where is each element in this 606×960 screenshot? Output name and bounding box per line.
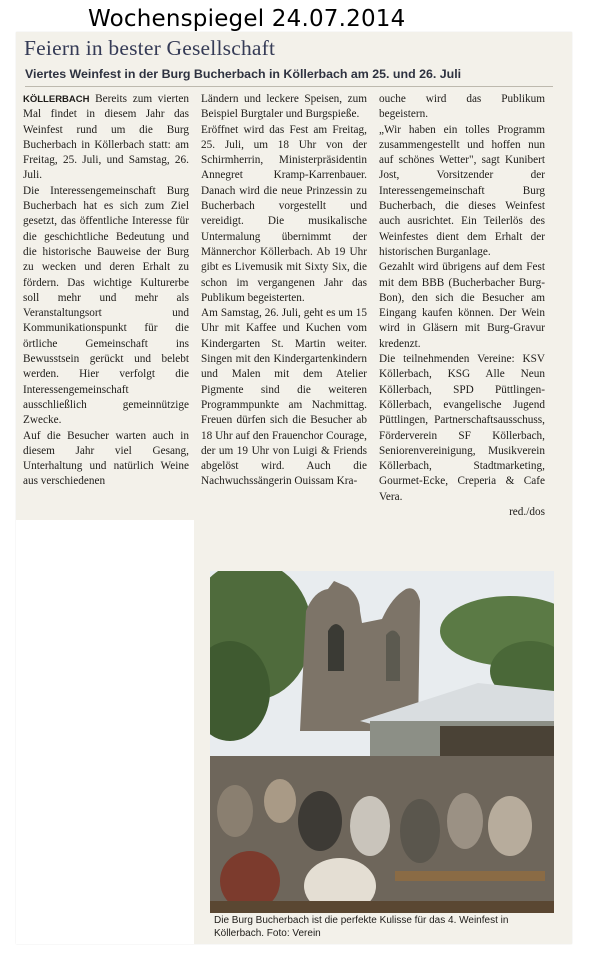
- date-stamp: Wochenspiegel 24.07.2014: [88, 6, 406, 32]
- person: [400, 799, 440, 863]
- divider: [25, 86, 553, 87]
- paragraph: ouche wird das Publikum begeistern.: [379, 93, 545, 121]
- column-2: [201, 92, 367, 490]
- person: [350, 796, 390, 856]
- person: [488, 796, 532, 856]
- person: [217, 785, 253, 837]
- person: [298, 791, 342, 851]
- headline: Feiern in bester Gesellschaft: [24, 36, 276, 60]
- table: [395, 871, 545, 881]
- paragraph: Ländern und leckere Speisen, zum Beispiel Burgtaler und Burgspieße.: [201, 93, 367, 121]
- column-1: [23, 92, 189, 490]
- paragraph: Am Samstag, 26. Juli, geht es um 15 Uhr mit Kaffee und Kuchen vom Kindergarten St. Martin weiter. Singen mit den Kindergartenkindern und Malen mit dem Atelier Pigmente sind die weiteren Programmpunkte am Nachmittag. Freuen dürfen sich die Besucher ab 18 Uhr auf den Frauenchor Courage, der um 19 Uhr von Luigi & Friends abgelöst wird. Auch die Nachwuchssängerin Ouissam Kra-: [201, 307, 367, 488]
- bench: [210, 901, 554, 913]
- paragraph-text: Bereits zum vierten Mal findet in diesem Jahr das Weinfest rund um die Burg Bucherbach in Köllerbach statt: am Freitag, 25. Juli, und Samstag, 26. Juli.: [23, 93, 189, 182]
- person: [264, 779, 296, 823]
- paragraph: Gezahlt wird übrigens auf dem Fest mit dem BBB (Bucherbacher Burg-Bon), den sich die Besucher am Eingang kaufen können. Der Wein wird in Gläsern mit Burg-Gravur kredenzt.: [379, 261, 545, 350]
- blank-area: [16, 520, 194, 944]
- column-3: [379, 92, 545, 520]
- paragraph: Die Interessengemeinschaft Burg Bucherbach hat es sich zum Ziel gesetzt, das öffentliche Interesse für die geschichtliche Bedeutung und die historische Bauweise der Burg zu wecken und deren Erhalt zu fördern. Das wichtige Kulturerbe soll mehr und mehr als Veranstaltungsort und Kommunikationspunkt für die örtliche Gemeinschaft ins Bewusstsein gerückt und belebt werden. Hier verfolgt die Interessengemeinschaft ausschließlich gemeinnützige Zwecke.: [23, 184, 189, 427]
- ruin-window: [328, 624, 344, 671]
- signoff: red./dos: [509, 506, 545, 519]
- dateline: KÖLLERBACH: [23, 94, 90, 105]
- festival-photo: [210, 571, 554, 913]
- paragraph: Die teilnehmenden Vereine: KSV Köllerbach, KSG Alle Neun Köllerbach, SPD Püttlingen-Köllerbach, evangelische Jugend Püttlingen, Partnerschaftsausschuss, Förderverein SF Köllerbach, Seniorenvereinigung, Musikverein Köllerbach, Stadtmarketing, Gourmet-Ecke, Creperia & Cafe Vera.: [379, 353, 545, 503]
- paragraph: „Wir haben ein tolles Programm zusammengestellt und hoffen nun auf schönes Wetter", sagt Kunibert Jost, Vorsitzender der Interessengemeinschaft Burg Bucherbach, die dieses Weinfest auch ausrichtet. Ein Teilerlös des Weinfestes dient dem Erhalt der historischen Burganlage.: [379, 123, 545, 258]
- paragraph: [23, 92, 189, 184]
- paragraph: Auf die Besucher warten auch in diesem Jahr viel Gesang, Unterhaltung und natürlich Weine aus verschiedenen: [23, 429, 189, 488]
- newspaper-clipping: [16, 32, 572, 944]
- person: [447, 793, 483, 849]
- subheadline: Viertes Weinfest in der Burg Bucherbach in Köllerbach am 25. und 26. Juli: [25, 67, 462, 81]
- ruin-window: [386, 630, 400, 681]
- paragraph: Eröffnet wird das Fest am Freitag, 25. Juli, um 18 Uhr von der Schirmherrin, Ministerpräsidentin Annegret Kramp-Karrenbauer. Danach wird die neue Prinzessin zu Bucherbach vorgestellt und vereidigt. Die musikalische Untermalung übernimmt der Männerchor Köllerbach. Ab 19 Uhr gibt es Livemusik mit Sixty Six, die schon im vergangenen Jahr das Publikum begeisterten.: [201, 123, 367, 304]
- photo-caption: Die Burg Bucherbach ist die perfekte Kulisse für das 4. Weinfest in Köllerbach. Foto: Verein: [214, 915, 509, 939]
